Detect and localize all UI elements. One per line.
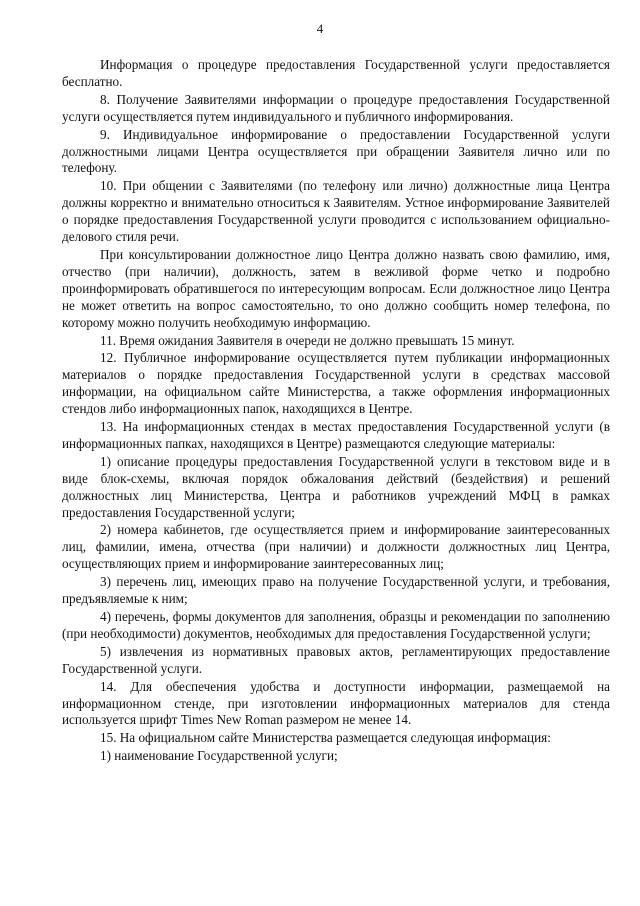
paragraph-consulting: При консультировании должностное лицо Центра должно назвать свою фамилию, имя, отчество (при наличии), должность, затем в вежливой форме четко и подробно проинформировать обратившегося по интересующим вопросам. Если должностное лицо Центра не может ответить на вопрос самостоятельно, то оно должно сообщить номер телефона, по которому можно получить необходимую информацию. — [62, 246, 610, 330]
list-item-13-5: 5) извлечения из нормативных правовых актов, регламентирующих предоставление Государственной услуги. — [62, 643, 610, 676]
paragraph-12: 12. Публичное информирование осуществляется путем публикации информационных материалов о порядке предоставления Государственной услуги в средствах массовой информации, на официальном сайте Министерства, а также оформления информационных стендов либо информационных папок, находящихся в Центре. — [62, 350, 610, 417]
list-item-13-2: 2) номера кабинетов, где осуществляется прием и информирование заинтересованных лиц, фамилии, имена, отчества (при наличии) и должности должностных лиц Центра, осуществляющих прием и информирование заинтересованных лиц; — [62, 522, 610, 572]
page-number: 4 — [316, 21, 324, 36]
document-body — [62, 57, 610, 766]
paragraph-14: 14. Для обеспечения удобства и доступности информации, размещаемой на информационном стенде, при изготовлении информационных материалов для стенда используется шрифт Times New Roman размером не менее 14. — [62, 678, 610, 728]
list-item-13-4: 4) перечень, формы документов для заполнения, образцы и рекомендации по заполнению (при необходимости) документов, необходимых для предоставления Государственной услуги; — [62, 609, 610, 641]
paragraph-10: 10. При общении с Заявителями (по телефону или лично) должностные лица Центра должны корректно и внимательно относиться к Заявителям. Устное информирование Заявителей о порядке предоставления Государственной услуги проводится с использованием официально-делового стиля речи. — [62, 178, 610, 245]
paragraph-8: 8. Получение Заявителями информации о процедуре предоставления Государственной услуги осуществляется путем индивидуального и публичного информирования. — [62, 91, 610, 124]
paragraph-13: 13. На информационных стендах в местах предоставления Государственной услуги (в информационных папках, находящихся в Центре) размещаются следующие материалы: — [62, 419, 610, 451]
list-item-15-1: 1) наименование Государственной услуги; — [100, 748, 338, 764]
paragraph-15: 15. На официальном сайте Министерства размещается следующая информация: — [100, 730, 551, 746]
paragraph-info-free: Информация о процедуре предоставления Государственной услуги предоставляется бесплатно. — [62, 57, 610, 89]
list-item-13-3: 3) перечень лиц, имеющих право на получение Государственной услуги, и требования, предъявляемые к ним; — [62, 574, 610, 607]
paragraph-9: 9. Индивидуальное информирование о предоставлении Государственной услуги должностными лицами Центра осуществляется при обращении Заявителя лично или по телефону. — [62, 126, 610, 176]
list-item-13-1: 1) описание процедуры предоставления Государственной услуги в текстовом виде и в виде блок-схемы, включая порядок обжалования действий (бездействия) и решений должностных лиц Министерства, Центра и работников учреждений МФЦ в рамках предоставления Государственной услуги; — [62, 453, 610, 520]
paragraph-11: 11. Время ожидания Заявителя в очереди не должно превышать 15 минут. — [100, 332, 515, 348]
